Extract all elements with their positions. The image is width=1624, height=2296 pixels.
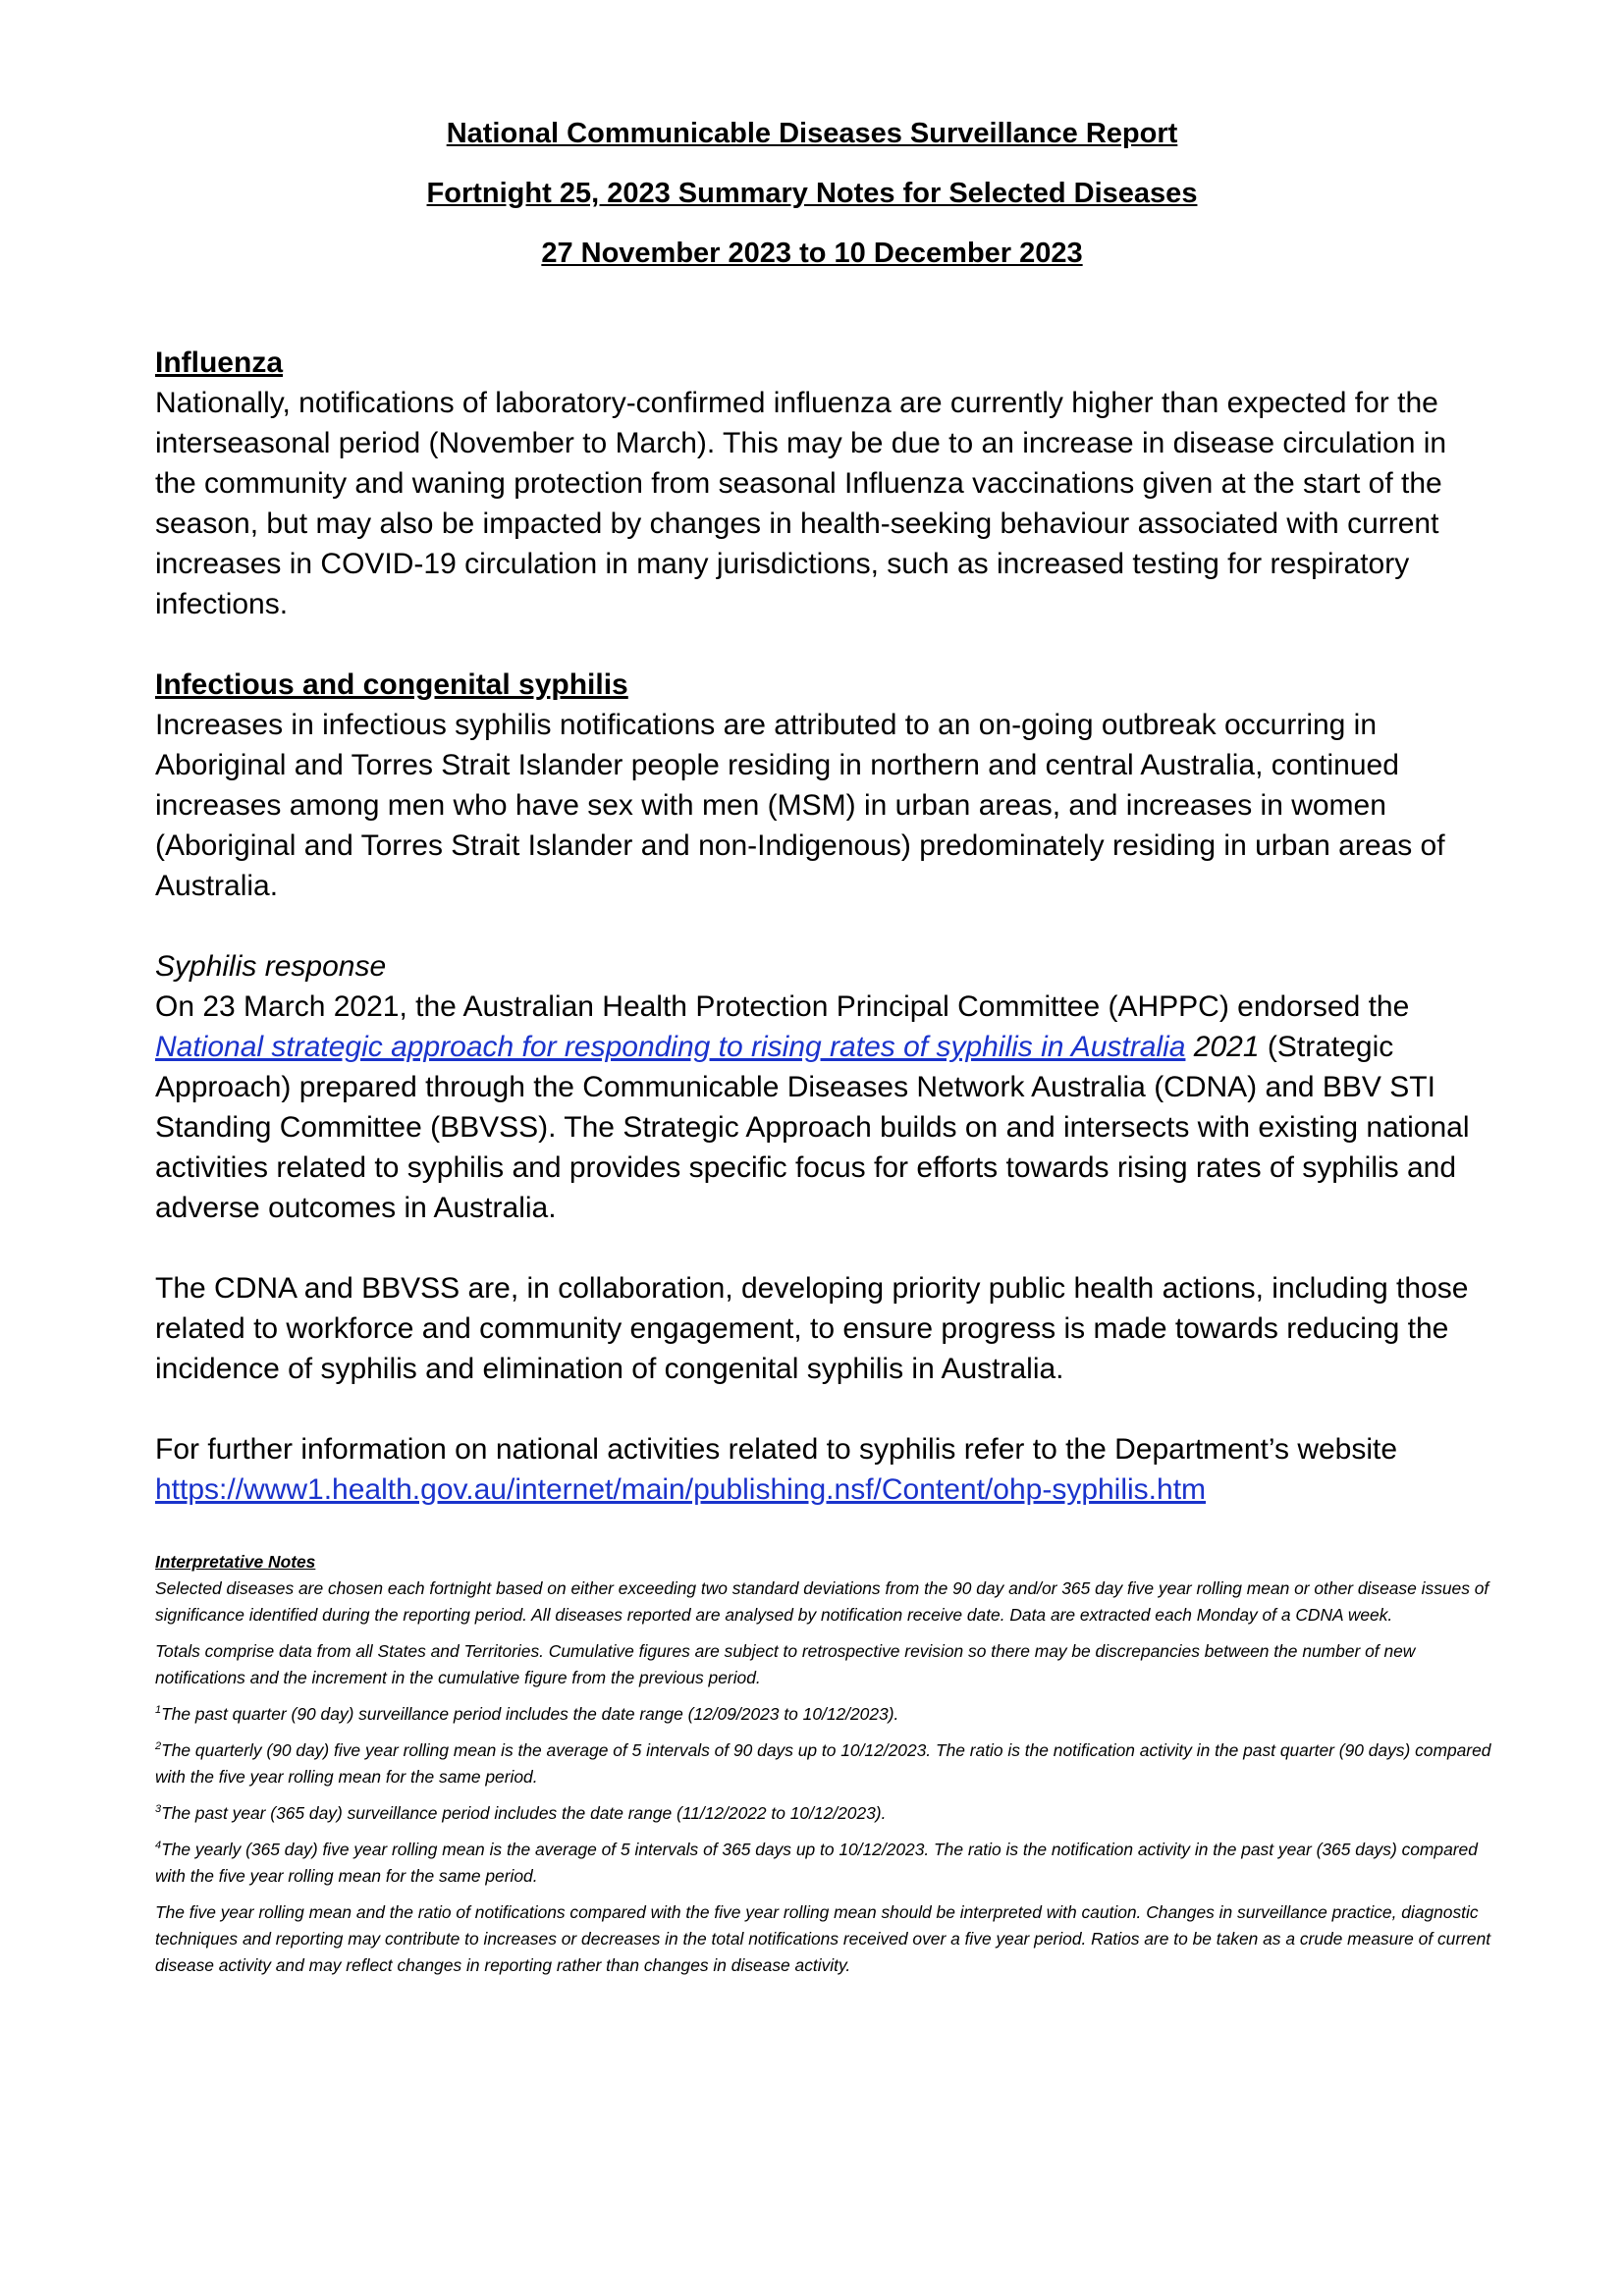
note-totals: Totals comprise data from all States and Territories. Cumulative figures are subject to retrospective revision so there may be discrepancies between the number of new notifications and the increment in the cumulative figure from the previous period.: [155, 1641, 1416, 1687]
syphilis-response-paragraph: [155, 987, 1490, 1228]
cdna-paragraph: The CDNA and BBVSS are, in collaboration, developing priority public health actions, including those related to workforce and community engagement, to ensure progress is made towards reducing the incidence of syphilis and elimination of congenital syphilis in Australia.: [155, 1272, 1469, 1385]
notes-heading: Interpretative Notes: [155, 1552, 316, 1572]
report-body: [155, 343, 1490, 1510]
note-caution: The five year rolling mean and the ratio of notifications compared with the five year rolling mean should be interpreted with caution. Changes in surveillance practice, diagnostic techniques and reporting may contribute to increases or decreases in the total notifications received over a five year period. Ratios are to be taken as a crude measure of current disease activity and may reflect changes in reporting rather than changes in disease activity.: [155, 1902, 1491, 1975]
further-info-paragraph: [155, 1429, 1490, 1510]
syphilis-website-link[interactable]: https://www1.health.gov.au/internet/main/publishing.nsf/Content/ohp-syphilis.htm: [155, 1473, 1207, 1506]
footnote-3: $^3$The past year (365 day) surveillance period includes the date range (11/12/2022 to 10/12/2023).: [155, 1803, 887, 1823]
response-rest: (Strategic Approach) prepared through the Communicable Diseases Network Australia (CDNA) and BBV STI Standing Committee (BBVSS). The Strategic Approach builds on and intersects with existing national activities related to syphilis and provides specific focus for efforts towards rising rates of syphilis and adverse outcomes in Australia.: [155, 1031, 1470, 1224]
footnote-2: $^2$The quarterly (90 day) five year rolling mean is the average of 5 intervals of 90 days up to 10/12/2023. The ratio is the notification activity in the past quarter (90 days) compared with the five year rolling mean for the same period.: [155, 1740, 1491, 1787]
syphilis-heading: Infectious and congenital syphilis: [155, 668, 628, 701]
further-info-text: For further information on national activities related to syphilis refer to the Department’s website: [155, 1433, 1398, 1466]
footnote-1: $^1$The past quarter (90 day) surveillance period includes the date range (12/09/2023 to 10/12/2023).: [155, 1704, 899, 1724]
syphilis-response-heading: Syphilis response: [155, 950, 387, 983]
syphilis-paragraph: Increases in infectious syphilis notifications are attributed to an on-going outbreak occurring in Aboriginal and Torres Strait Islander people residing in northern and central Australia, continued increases among men who have sex with men (MSM) in urban areas, and increases in women (Aboriginal and Torres Strait Islander and non-Indigenous) predominately residing in urban areas of Australia.: [155, 709, 1445, 902]
response-intro: On 23 March 2021, the Australian Health Protection Principal Committee (AHPPC) endorsed the: [155, 990, 1410, 1023]
strategic-approach-link[interactable]: National strategic approach for responding to rising rates of syphilis in Australia: [155, 1031, 1186, 1063]
influenza-heading: Influenza: [155, 347, 284, 379]
note-selection: Selected diseases are chosen each fortnight based on either exceeding two standard deviations from the 90 day and/or 365 day five year rolling mean or other disease issues of significance identified during the reporting period. All diseases reported are analysed by notification receive date. Data are extracted each Monday of a CDNA week.: [155, 1578, 1489, 1625]
report-header: [0, 118, 1624, 297]
response-year: 2021: [1193, 1031, 1260, 1063]
report-subtitle: Fortnight 25, 2023 Summary Notes for Selected Diseases: [426, 178, 1198, 209]
report-date-range: 27 November 2023 to 10 December 2023: [541, 238, 1083, 269]
influenza-paragraph: Nationally, notifications of laboratory-confirmed influenza are currently higher than expected for the interseasonal period (November to March). This may be due to an increase in disease circulation in the community and waning protection from seasonal Influenza vaccinations given at the start of the season, but may also be impacted by changes in health-seeking behaviour associated with current increases in COVID-19 circulation in many jurisdictions, such as increased testing for respiratory infections.: [155, 387, 1447, 620]
footnote-4: $^4$The yearly (365 day) five year rolling mean is the average of 5 intervals of 365 days up to 10/12/2023. The ratio is the notification activity in the past year (365 days) compared with the five year rolling mean for the same period.: [155, 1840, 1478, 1886]
interpretative-notes: [155, 1549, 1500, 1989]
report-title: National Communicable Diseases Surveillance Report: [446, 118, 1178, 149]
